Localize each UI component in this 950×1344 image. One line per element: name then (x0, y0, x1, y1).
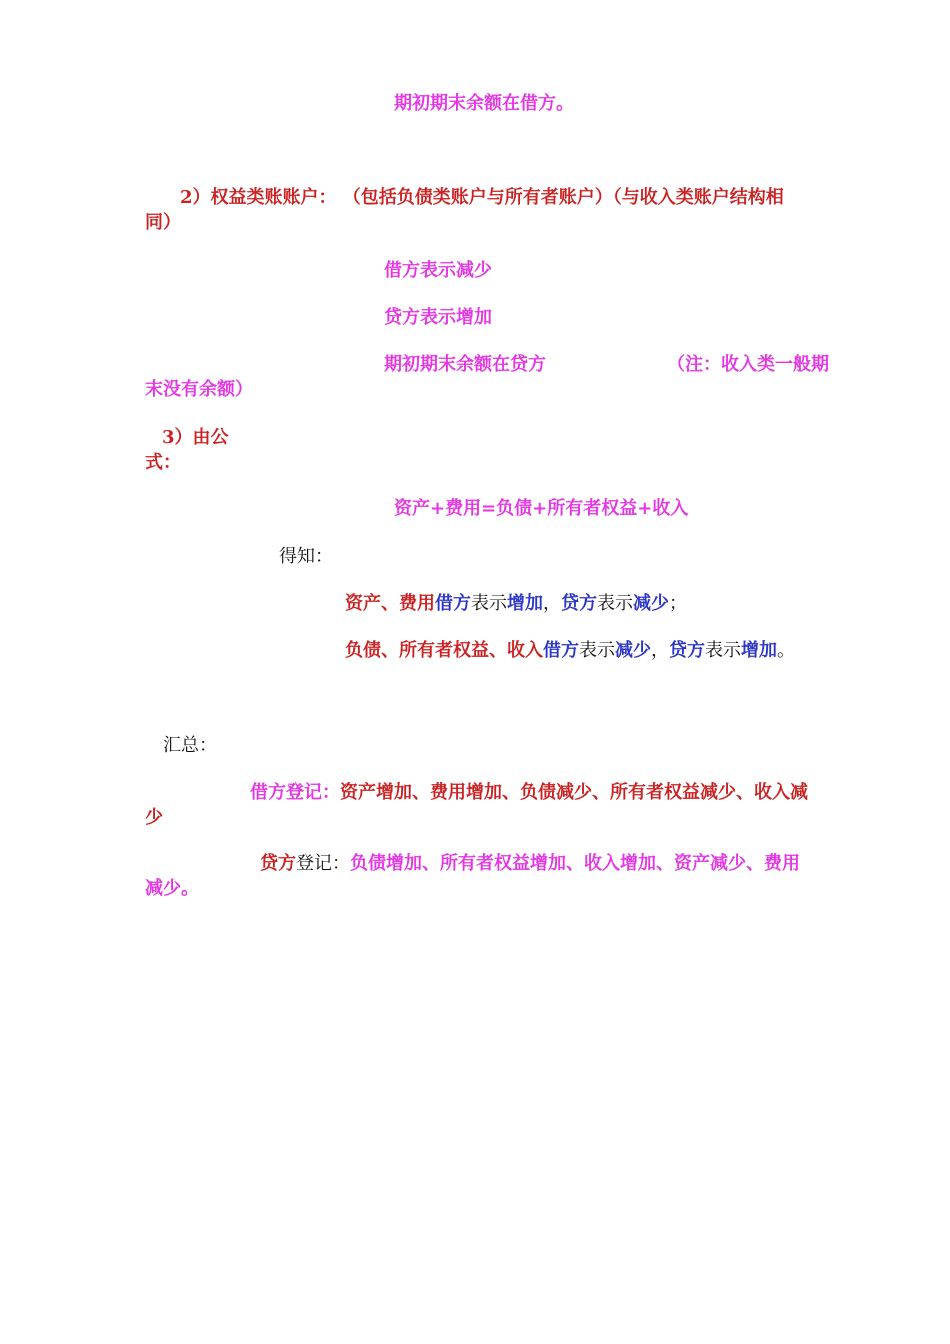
debit-balance-note: 期初期末余额在借方。 (394, 93, 574, 114)
credit-word: 贷方 (669, 640, 705, 661)
summary-title: 汇总： (163, 735, 217, 756)
conclusion-label: 得知： (279, 546, 333, 567)
income-note-start: （注：收入类一般期 (667, 354, 829, 375)
equity-balance-rule: 期初期末余额在贷方 (384, 354, 546, 375)
liability-equity-income-rule (345, 639, 795, 663)
show-word: 表示 (705, 640, 741, 661)
debit-entry-label: 借方登记： (250, 782, 340, 803)
comma: ， (651, 640, 669, 661)
semicolon: ； (669, 593, 687, 614)
debit-entry-items: 资产增加、费用增加、负债减少、所有者权益减少、收入减 (340, 782, 808, 803)
credit-summary (260, 852, 800, 876)
increase-word: 增加 (507, 593, 543, 614)
credit-word: 贷方 (260, 853, 296, 874)
period: 。 (777, 640, 795, 661)
formula-label-continued: 式： (145, 452, 181, 473)
formula-label: 3）由公 (162, 427, 229, 448)
equity-heading: 2）权益类账账户： （包括负债类账户与所有者账户）（与收入类账户结构相 (180, 187, 784, 208)
comma: ， (543, 593, 561, 614)
debit-word: 借方 (543, 640, 579, 661)
debit-word: 借方 (435, 593, 471, 614)
debit-summary-end: 少 (145, 807, 163, 828)
asset-expense-accounts: 资产、费用 (345, 593, 435, 614)
credit-entry-items: 负债增加、所有者权益增加、收入增加、资产减少、费用 (350, 853, 800, 874)
credit-summary-end: 减少。 (145, 878, 199, 899)
accounting-equation: 资产+费用=负债+所有者权益+收入 (394, 498, 689, 519)
debit-summary (250, 781, 808, 805)
increase-word: 增加 (741, 640, 777, 661)
show-word: 表示 (579, 640, 615, 661)
equity-heading-continued: 同） (145, 212, 181, 233)
credit-entry-label: 登记： (296, 853, 350, 874)
equity-debit-rule: 借方表示减少 (384, 260, 492, 281)
decrease-word: 减少 (633, 593, 669, 614)
decrease-word: 减少 (615, 640, 651, 661)
income-note-end: 末没有余额） (145, 379, 253, 400)
show-word: 表示 (597, 593, 633, 614)
credit-word: 贷方 (561, 593, 597, 614)
equity-credit-rule: 贷方表示增加 (384, 307, 492, 328)
show-word: 表示 (471, 593, 507, 614)
liability-equity-income-accounts: 负债、所有者权益、收入 (345, 640, 543, 661)
asset-expense-rule (345, 592, 687, 616)
